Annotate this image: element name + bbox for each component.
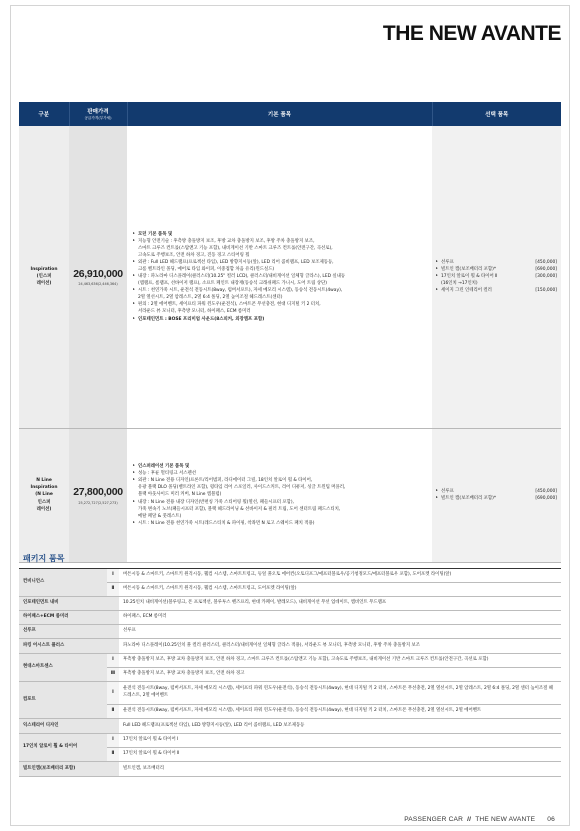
basic-items xyxy=(127,126,432,428)
basic-item-continuation: (맵램프, 룸램프, 선바이저 램프), 소프트 페인트 내장재(동승석 크래쉬패드 가니시, 도어 트림 상단) xyxy=(138,281,327,287)
basic-item-text: 외관 : Full LED 헤드램프(프로젝션 타입), LED 방향지시등(앞), LED 리어 콤비램프, LED 보조제동등, xyxy=(138,260,334,266)
option-price: [690,000] xyxy=(535,267,557,273)
package-row xyxy=(19,625,561,639)
basic-item-text: 시트 : 천연가죽 시트, 운전석 전동시트(8way, 럼버서포트), 자세 메모리 시스템), 동승석 전동시트(4way), xyxy=(138,288,343,294)
option-name: ▸ 빌트인 캠(보조배터리 포함)* xyxy=(441,496,497,501)
header-grade: 구분 xyxy=(19,102,69,126)
package-level: Ⅰ xyxy=(107,569,119,583)
trim-table-header xyxy=(19,102,561,126)
package-section-title: 패키지 품목 xyxy=(23,554,65,563)
package-name: 인포테인먼트 내비 xyxy=(19,597,119,611)
package-row xyxy=(19,611,561,625)
option-price: [450,000] xyxy=(535,488,557,494)
package-contents: Full LED 헤드램프(프로젝션 타입), LED 방향지시등(앞), LED 리어 콤비램프, LED 보조제동등 xyxy=(119,719,561,734)
package-table xyxy=(19,568,561,777)
basic-item-text: 내장 : 파노라마 디스플레이(클러스터(10.25" 컬러 LCD), 클러스터/내비게이션 일체형 글라스), LED 실내등 xyxy=(138,274,346,280)
price-value: 27,800,000 xyxy=(73,485,123,498)
option-name: ▸ 빌트인 캠(보조배터리 포함)* xyxy=(441,267,497,273)
package-name: 익스테리어 디자인 xyxy=(19,719,119,734)
brochure-page xyxy=(10,5,570,826)
basic-item-continuation: 서라운드 뷰 모니터, 후측방 모니터, 하이패스, ECM 룸미러 xyxy=(138,309,251,315)
option-item xyxy=(436,259,557,266)
option-items xyxy=(432,428,561,562)
basic-item-text: 내장 : N Line 전용 내장 디자인(반펀칭 가죽 스티어링 휠(열선, 패들시프터 포함), xyxy=(138,499,294,505)
option-item xyxy=(436,287,557,294)
price-supply: 25,272,727(2,527,273) xyxy=(78,500,118,505)
option-item xyxy=(436,488,557,495)
package-row xyxy=(19,597,561,611)
package-name: 선루프 xyxy=(19,625,119,639)
package-contents: 버튼시동 & 스마트키, 스마트키 원격시동, 웰컴 시스템, 스마트트렁크, 듀얼 풀오토 에어컨(오토디포그/애프터블로우/공기청정모드/애프터블로우 포함), 도어포켓 라이팅(앞) xyxy=(119,569,561,583)
package-row xyxy=(19,734,561,748)
option-name: ▸ 선루프 xyxy=(441,260,454,266)
package-name: 빌트인캠(보조배터리 포함) xyxy=(19,762,119,777)
basic-item-continuation: 메탈 페달 & 풋레스트) xyxy=(138,513,182,519)
option-item xyxy=(436,495,557,502)
package-row xyxy=(19,719,561,734)
basic-item-continuation: 유광 블랙 DLO 몰딩(벨트라인 포함), 윙타입 리어 스포일러, 사이드스커트, 리어 디퓨저, 싱글 트윈팁 머플러, xyxy=(138,485,346,491)
package-level: Ⅰ xyxy=(107,654,119,668)
package-row xyxy=(19,569,561,583)
option-note-text: (16인치 →17인치) xyxy=(441,281,478,287)
package-name: 현대스마트센스 xyxy=(19,654,107,682)
basic-item-text: 인스퍼레이션 기본 품목 및 xyxy=(138,464,190,470)
basic-item xyxy=(133,499,426,520)
package-level: Ⅰ xyxy=(107,682,119,705)
option-name: ▸ 세이지 그린 인테리어 컬러 xyxy=(441,288,492,294)
trim-name-line: N Line xyxy=(36,478,52,484)
trim-price xyxy=(69,126,127,428)
package-level: Ⅰ xyxy=(107,734,119,748)
option-name: ▸ 선루프 xyxy=(441,488,454,494)
package-name: 하이패스+ECM 룸미러 xyxy=(19,611,119,625)
package-contents: 선루프 xyxy=(119,625,561,639)
package-row xyxy=(19,682,561,705)
basic-item-continuation: 고속도로 주행보조, 안전 하차 경고, 진동 경고 스티어링 휠 xyxy=(138,253,250,259)
trim-name-line: Inspiration xyxy=(30,267,58,273)
trim-name-line: 인스퍼 xyxy=(37,499,51,505)
trim-name-line: 레이션) xyxy=(36,281,52,287)
basic-item-text: 인포테인먼트 : BOSE 프리미엄 사운드(8스피커, 외장앰프 포함) xyxy=(138,316,265,322)
package-name: 파킹 어시스트 플러스 xyxy=(19,639,119,654)
basic-item xyxy=(133,301,426,315)
package-contents: 운전석 전동시트(8way, 럼버서포트, 자세 메모리 시스템), 세이프티 파워 윈도우(운전석), 동승석 전동시트(4way), 현대 디지털 키 2 터치, 스마트폰 무선충전, 2열 열선시트, 2열 에어벤트 xyxy=(119,705,561,719)
basic-item xyxy=(133,259,426,273)
option-note xyxy=(436,280,557,287)
option-name: ▸ 17인치 알로이 휠 & 타이어 Ⅱ xyxy=(441,274,498,280)
basic-item-continuation: 스마트 크루즈 컨트롤(스탑앤고 기능 포함), 내비게이션 기반 스마트 크루즈 컨트롤(안전구간, 곡선로), xyxy=(138,246,333,252)
package-name: 컨비니언스 xyxy=(19,569,107,597)
footer-category: PASSENGER CAR xyxy=(404,816,464,823)
package-row xyxy=(19,762,561,777)
basic-item xyxy=(133,238,426,259)
package-row xyxy=(19,654,561,668)
basic-item xyxy=(133,231,426,238)
header-option-items: 선택 품목 xyxy=(432,102,561,126)
trim-name-line: Inspiration xyxy=(30,485,58,491)
trim-name-line: (N Line xyxy=(35,492,53,498)
basic-item-continuation: 2열 열선시트, 2열 암레스트, 2열 6:4 폴딩, 2열 높이조절 헤드레스트(센터) xyxy=(138,295,283,301)
option-item xyxy=(436,273,557,280)
package-row xyxy=(19,639,561,654)
option-price: [690,000] xyxy=(535,496,557,501)
basic-item xyxy=(133,273,426,287)
trim-price-table xyxy=(19,102,561,563)
package-contents: 빌트인캠, 보조배터리 xyxy=(119,762,561,777)
package-name: 컴포트 xyxy=(19,682,107,719)
basic-item xyxy=(133,463,426,470)
package-contents: 운전석 전동시트(8way, 럼버서포트, 자세 메모리 시스템), 세이프티 파워 윈도우(운전석), 동승석 전동시트(4way), 현대 디지털 키 2 터치, 스마트폰 무선충전, 2열 열선시트, 2열 암레스트, 2열 6:4 폴딩, 2열 센터 높이조절 헤드레스트, 2열 에어벤트 xyxy=(119,682,561,705)
option-items xyxy=(432,126,561,428)
header-basic-items: 기본 품목 xyxy=(127,102,432,126)
option-price: [300,000] xyxy=(535,274,557,280)
package-name: 17인치 알로이 휠 & 타이어 xyxy=(19,734,107,762)
trim-name xyxy=(19,126,69,428)
package-contents: 후측방 충돌방지 보조, 후방 교차 충돌방지 보조, 안전 하차 경고, 스마트 크루즈 컨트롤(스탑앤고 기능 포함), 고속도로 주행보조, 내비게이션 기반 스마트 크루즈 컨트롤(안전구간, 곡선로 포함) xyxy=(119,654,561,668)
trim-row xyxy=(19,428,561,562)
basic-item-continuation: 크롬 벨트라인 몰딩, 예어로 타입 와이퍼, 이중접합 차음 유리(윈드실드) xyxy=(138,267,275,273)
basic-item xyxy=(133,477,426,498)
package-level: Ⅱ xyxy=(107,583,119,597)
package-contents: 후측방 충돌방지 보조, 후방 교차 충돌방지 보조, 안전 하차 경고 xyxy=(119,668,561,682)
basic-item xyxy=(133,316,426,323)
page-number: 06 xyxy=(547,816,555,823)
trim-price xyxy=(69,428,127,562)
package-contents: 17인치 알로이 휠 & 타이어 Ⅰ xyxy=(119,734,561,748)
basic-item-text: 시트 : N Line 전용 천연가죽 시트(레드스티치 & 파이핑, 착좌면 N 로고 스웨이드 패치 적용) xyxy=(138,520,315,526)
package-contents: 하이패스, ECM 룸미러 xyxy=(119,611,561,625)
trim-name-line: (인스퍼 xyxy=(36,274,52,280)
option-price: [450,000] xyxy=(535,260,557,266)
package-contents: 버튼시동 & 스마트키, 스마트키 원격시동, 웰컴 시스템, 스마트트렁크, 도어포켓 라이팅(앞) xyxy=(119,583,561,597)
trim-row xyxy=(19,126,561,428)
package-level: Ⅱ xyxy=(107,748,119,762)
header-price: 판매가격 공급가격(부가세) xyxy=(69,102,127,126)
option-price: [150,000] xyxy=(535,288,557,294)
package-contents: 10.25인치 내비게이션(블루링크, 폰 프로젝션, 블루투스 핸즈프리, 현대 카페이, 발레모드), 내비게이션 무선 업데이트, 엠비언트 무드램프 xyxy=(119,597,561,611)
footer-model: THE NEW AVANTE xyxy=(475,816,536,823)
package-level: Ⅱ xyxy=(107,705,119,719)
basic-item-text: 편의 : 2열 에어벤트, 세이프티 파워 윈도우(운전석), 스마트폰 무선충전, 현대 디지털 키 2 터치, xyxy=(138,302,321,308)
basic-item xyxy=(133,287,426,301)
package-level: Ⅲ xyxy=(107,668,119,682)
trim-name-line: 레이션) xyxy=(36,506,52,512)
basic-item xyxy=(133,520,426,527)
footer-separator: // xyxy=(467,816,472,823)
package-contents: 17인치 알로이 휠 & 타이어 Ⅱ xyxy=(119,748,561,762)
basic-items xyxy=(127,428,432,562)
basic-item-text: 모던 기본 품목 및 xyxy=(138,231,173,237)
option-item xyxy=(436,266,557,273)
basic-item-text: 지능형 안전기술 : 후측방 충돌방지 보조, 후방 교차 충돌방지 보조, 후방 주차 충돌방지 보조, xyxy=(138,238,315,244)
trim-name xyxy=(19,428,69,562)
brand-title: THE NEW AVANTE xyxy=(382,22,561,45)
price-supply: 24,463,636(2,446,364) xyxy=(78,282,118,287)
price-value: 26,910,000 xyxy=(73,267,123,280)
basic-item-continuation: 블랙 아웃사이드 미러 커버, N Line 엠블럼) xyxy=(138,492,222,498)
basic-item xyxy=(133,470,426,477)
page-footer xyxy=(11,816,555,823)
basic-item-text: 성능 : 후륜 멀티링크 서스펜션 xyxy=(138,471,196,477)
basic-item-text: 외관 : N Line 전용 디자인(프론트/리어범퍼, 라디에이터 그릴, 18인치 알로이 휠 & 타이어, xyxy=(138,478,313,484)
package-contents: 파노라마 디스플레이(10.25인치 풀 컬러 클러스터, 클러스터/내비게이션 일체형 글라스 적용), 서라운드 뷰 모니터, 후측방 모니터, 후방 주차 충돌방지 보조 xyxy=(119,639,561,654)
basic-item-continuation: 가죽 변속기 노브(패들시프터 포함), 블랙 헤드라이닝 & 선바이저 & 필러 트림, 도어 센터트림 패드스티치, xyxy=(138,506,341,512)
